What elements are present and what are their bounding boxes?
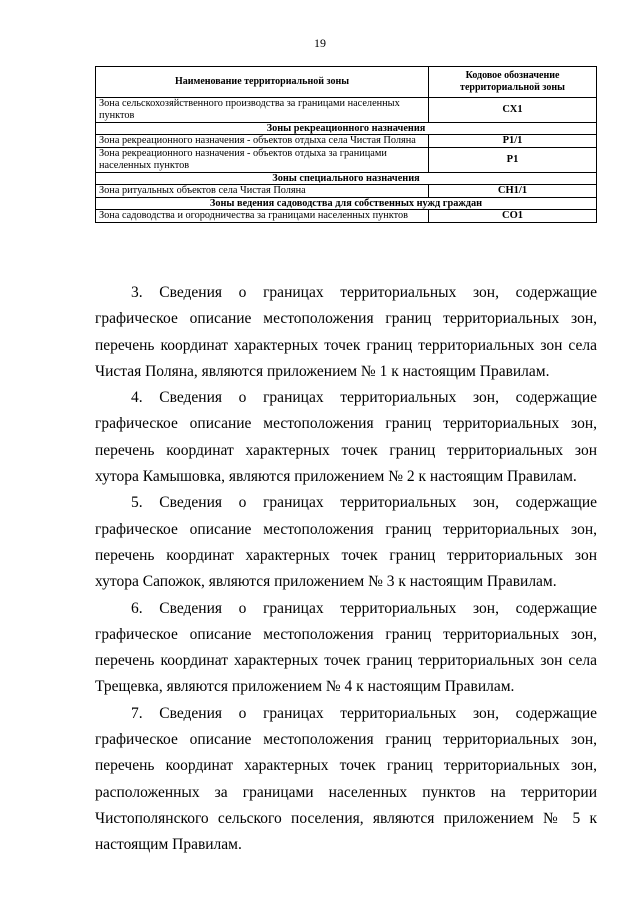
group-title: Зоны ведения садоводства для собственных нужд граждан xyxy=(96,198,597,210)
zones-table-body xyxy=(96,98,597,223)
zones-table xyxy=(95,66,597,223)
zone-name-cell: Зона рекреационного назначения - объектов отдыха села Чистая Поляна xyxy=(96,135,429,148)
table-group-row xyxy=(96,173,597,185)
paragraph: 7. Сведения о границах территориальных зон, содержащие графическое описание местоположения границ территориальных зон, перечень координат характерных точек границ территориальных зон, расположенных за границами населенных пунктов на территории Чистополянского сельского поселения, являются приложением № 5 к настоящим Правилам. xyxy=(95,704,597,854)
group-title: Зоны специального назначения xyxy=(96,173,597,185)
zone-code-cell: Р1 xyxy=(429,148,597,173)
page-number: 19 xyxy=(314,36,326,50)
table-row xyxy=(96,185,597,198)
header-zone-code: Кодовое обозначение территориальной зоны xyxy=(429,67,597,98)
table-group-row xyxy=(96,123,597,135)
table-row xyxy=(96,135,597,148)
paragraph: 5. Сведения о границах территориальных зон, содержащие графическое описание местоположения границ территориальных зон, перечень координат характерных точек границ территориальных зон хутора Сапожок, являются приложением № 3 к настоящим Правилам. xyxy=(95,494,597,591)
zone-code-cell: СО1 xyxy=(429,210,597,223)
zone-code-cell: Р1/1 xyxy=(429,135,597,148)
zone-code-cell: СХ1 xyxy=(429,98,597,123)
body-text xyxy=(95,280,597,859)
table-group-row xyxy=(96,198,597,210)
zone-name-cell: Зона садоводства и огородничества за границами населенных пунктов xyxy=(96,210,429,223)
zone-name-cell: Зона ритуальных объектов села Чистая Поляна xyxy=(96,185,429,198)
zone-name-cell: Зона сельскохозяйственного производства за границами населенных пунктов xyxy=(96,98,429,123)
zone-code-cell: СН1/1 xyxy=(429,185,597,198)
table-row xyxy=(96,98,597,123)
table-header-row xyxy=(96,67,597,98)
table-row xyxy=(96,210,597,223)
header-zone-name: Наименование территориальной зоны xyxy=(96,67,429,98)
group-title: Зоны рекреационного назначения xyxy=(96,123,597,135)
paragraph: 3. Сведения о границах территориальных зон, содержащие графическое описание местоположения границ территориальных зон, перечень координат характерных точек границ территориальных зон села Чистая Поляна, являются приложением № 1 к настоящим Правилам. xyxy=(95,284,597,380)
table-row xyxy=(96,148,597,173)
paragraph: 6. Сведения о границах территориальных зон, содержащие графическое описание местоположения границ территориальных зон, перечень координат характерных точек границ территориальных зон села Трещевка, являются приложением № 4 к настоящим Правилам. xyxy=(95,599,597,696)
paragraph: 4. Сведения о границах территориальных зон, содержащие графическое описание местоположения границ территориальных зон, перечень координат характерных точек границ территориальных зон хутора Камышовка, являются приложением № 2 к настоящим Правилам. xyxy=(95,389,597,486)
zone-name-cell: Зона рекреационного назначения - объектов отдыха за границами населенных пунктов xyxy=(96,148,429,173)
